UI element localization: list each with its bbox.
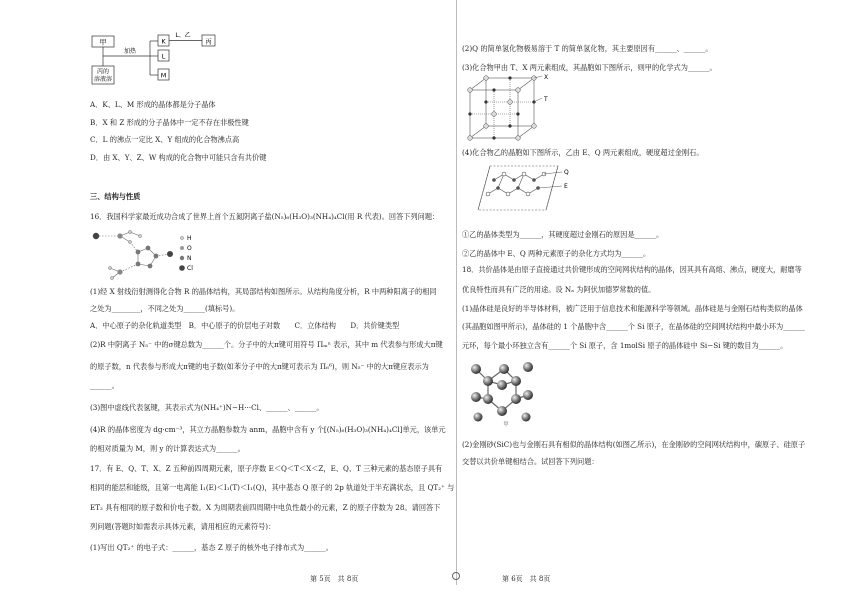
legend-o: O [187, 245, 192, 252]
flow-diagram [90, 30, 260, 100]
legend-n: N [187, 255, 192, 262]
q18-l4: (其晶胞如图甲所示)，晶体硅的 1 个晶胞中含______个 Si 原子，在晶体硅的空间网状结构中最小环为______ [462, 322, 805, 331]
fig-jia-caption: 甲 [503, 422, 509, 427]
q18-l6: (2)金刚砂(SiC)也与金刚石具有相似的晶体结构(如图乙所示)，在金刚砂的空间网状结构中，碳原子、硅原子 [462, 440, 806, 449]
q16-p2b: 的原子数，n 代表参与形成大π键的电子数(如苯分子中的大π键可表示为 Π₆⁶)，则 N₅⁻ 中的大π键应表示为 [90, 362, 429, 371]
flow-box-end: 丙 [205, 37, 212, 46]
r-q4-1: ①乙的晶体类型为______，其硬度超过金刚石的原因是______。 [462, 230, 664, 239]
r-q4: (4)化合物乙的晶胞如下图所示，乙由 E、Q 两元素组成，硬度超过金刚石。 [462, 148, 704, 157]
q16-p4b: 的相对质量为 M，则 y 的计算表达式为______。 [90, 444, 245, 453]
footer-left: 第 5页 共 8页 [310, 575, 359, 583]
flow-box-k: K [161, 37, 166, 46]
flow-k-arrow: L、乙 [175, 32, 191, 39]
cell2-label-q: Q [564, 169, 569, 176]
flow-box-jia: 甲 [99, 38, 107, 47]
q18-l2: 优良特性而具有广泛的用途。设 Nₐ 为阿伏加德罗常数的值。 [462, 285, 656, 294]
q16-p1b: 之处为________，不同之处为______(填标号)。 [90, 304, 240, 313]
q16-stem: 16．我国科学家最近成功合成了世界上首个五氮阴离子盐(N₅)₆(H₃O)₃(NH₄)₄Cl(用 R 代表)。回答下列问题： [90, 212, 440, 221]
flow-box-m: M [160, 71, 167, 80]
silicon-cell-figure [466, 355, 546, 427]
flow-box-bing-2: 溶液溶 [93, 76, 113, 83]
option-d: D．由 X、Y、Z、W 构成的化合物中可能只含有共价键 [90, 153, 267, 162]
left-page [60, 0, 455, 608]
q17-l3: ET₂ 具有相同的原子数和价电子数。X 为周期表前四周期中电负性最小的元素，Z 的原子序数为 28。请回答下 [90, 503, 441, 512]
q16-p2c: ______。 [90, 381, 119, 390]
cell-label-t: T [544, 96, 548, 103]
r-q2: (2)Q 的简单氢化物极易溶于 T 的简单氢化物，其主要原因有______、______。 [462, 44, 713, 53]
q18-l3: (1)晶体硅是良好的半导体材料，被广泛用于信息技术和能源科学等领域。晶体硅是与金刚石结构类似的晶体 [462, 304, 803, 313]
q16-p1a: (1)经 X 射线衍射测得化合物 R 的晶体结构，其局部结构如图所示。从结构角度分析，R 中两种阳离子的相同 [90, 287, 437, 296]
q17-l5: (1)写出 QT₂⁺ 的电子式：______，基态 Z 原子的核外电子排布式为______。 [90, 543, 333, 552]
right-page [462, 0, 814, 608]
option-b: B．X 和 Z 形成的分子晶体中一定不存在非极性键 [90, 118, 249, 127]
section-title: 三、结构与性质 [90, 192, 141, 201]
q18-l1: 18．共价晶体是由原子直接通过共价键形成的空间网状结构的晶体，因其具有高熔、沸点，硬度大，耐磨等 [462, 265, 802, 274]
binding-hole-icon [452, 572, 460, 580]
cell2-label-e: E [564, 183, 568, 190]
r-q4-2: ②乙的晶体中 E、Q 两种元素原子的杂化方式均为______。 [462, 249, 651, 258]
legend-cl: Cl [187, 265, 193, 272]
q17-l4: 列问题(答题时如需表示具体元素，请用相应的元素符号)： [90, 522, 276, 531]
column-divider [456, 0, 457, 585]
legend-h: H [187, 235, 192, 242]
option-c: C．L 的沸点一定比 X、Y 组成的化合物沸点高 [90, 135, 240, 144]
r-structure-figure [90, 228, 210, 280]
cube-cell-figure [466, 74, 556, 144]
hex-cell-figure [470, 160, 580, 218]
q18-l5: 元环，每个最小环独立含有______个 Si 原子，含 1molSi 原子的晶体硅中 Si−Si 键的数目为______。 [462, 341, 788, 350]
r-q3: (3)化合物甲由 T、X 两元素组成，其晶胞如下图所示，则甲的化学式为______。 [462, 63, 717, 72]
q16-p4a: (4)R 的晶体密度为 dg·cm⁻³，其立方晶胞参数为 anm，晶胞中含有 y 个[(N₅)₆(H₃O)₃(NH₄)₄Cl]单元，该单元 [90, 425, 446, 434]
flow-box-bing: 丙的 [96, 68, 110, 76]
flow-box-l: L [161, 52, 166, 61]
q16-p1c: A．中心原子的杂化轨道类型 B．中心原子的价层电子对数 C．立体结构 D．共价键类型 [90, 321, 400, 330]
option-a: A．K、L、M 形成的晶体都是分子晶体 [90, 100, 216, 109]
q17-l2: 相同的能层和能级，且第一电离能 I₁(E)＜I₁(T)＜I₁(Q)，其中基态 Q 原子的 2p 轨道处于半充满状态，且 QT₂⁺ 与 [90, 483, 455, 492]
cell-label-x: X [544, 74, 549, 81]
q16-p2a: (2)R 中阴离子 N₅⁻ 中的σ键总数为______个。分子中的大π键可用符号 Πₘⁿ 表示，其中 m 代表参与形成大π键 [90, 340, 443, 349]
footer-right: 第 6页 共 8页 [502, 575, 551, 583]
q18-l7: 交替以共价单键相结合。试回答下列问题： [462, 457, 599, 466]
flow-arrow-label: 加热 [123, 48, 137, 55]
q16-p3: (3)图中虚线代表氢键，其表示式为(NH₄⁺)N−H···Cl、______、______。 [90, 403, 324, 412]
q17-l1: 17．有 E、Q、T、X、Z 五种前四周期元素，原子序数 E＜Q＜T＜X＜Z，E、Q、T 三种元素的基态原子具有 [90, 464, 443, 473]
